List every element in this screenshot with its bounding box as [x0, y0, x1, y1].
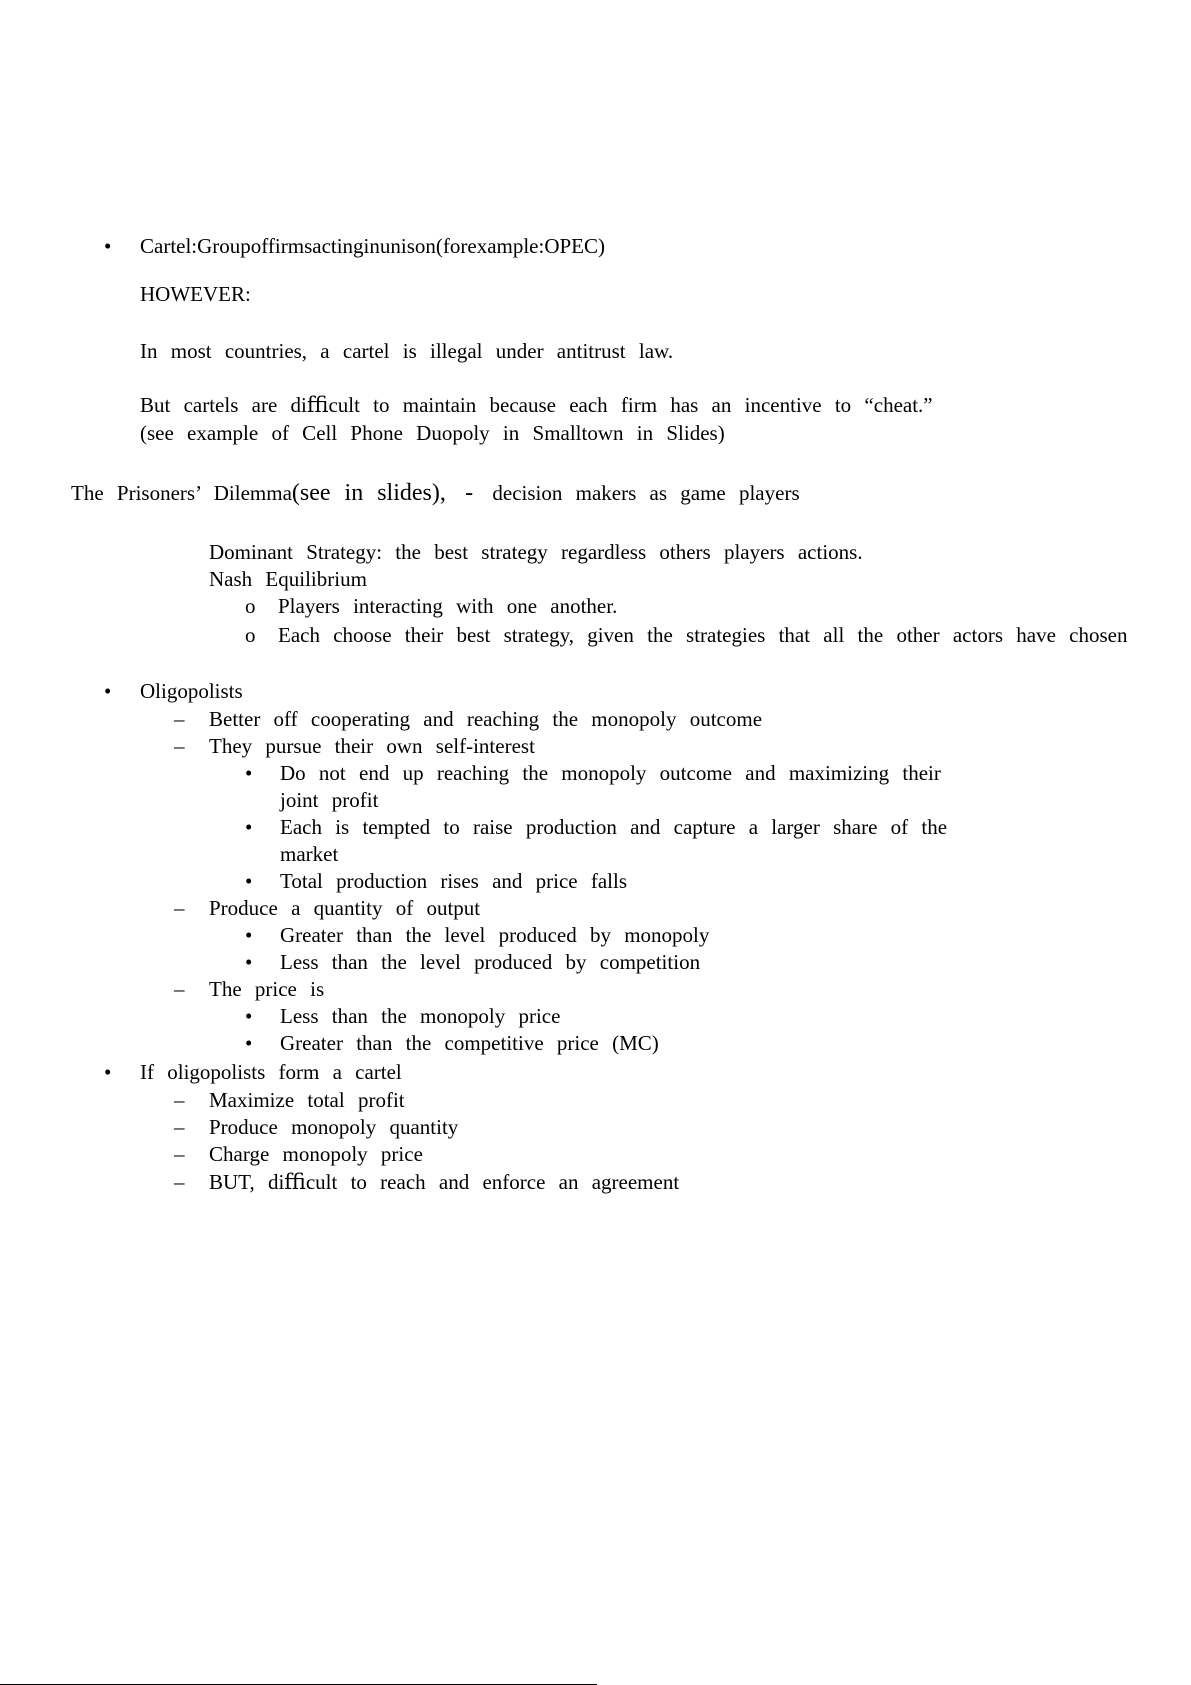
better-off-item: Better off cooperating and reaching the monopoly outcome — [209, 707, 763, 731]
nash-subitem-marker: o — [245, 623, 256, 647]
pd-lead: The Prisoners’ Dilemma — [71, 481, 292, 505]
dot-marker: • — [245, 815, 253, 839]
nash-subitem: Players interacting with one another. — [278, 594, 618, 618]
pd-see-slides: (see in slides), — [291, 480, 446, 506]
dash-marker: – — [174, 896, 185, 920]
cartel-form-point: BUT, diﬃcult to reach and enforce an agreement — [209, 1170, 680, 1194]
cartel-definition: Cartel:Groupoffirmsactinginunison(forexample:OPEC) — [140, 234, 606, 258]
price-point: Greater than the competitive price (MC) — [280, 1031, 659, 1055]
dash-marker: – — [174, 734, 185, 758]
cartel-form-point: Produce monopoly quantity — [209, 1115, 459, 1139]
bullet-cartel-form: • — [104, 1060, 112, 1084]
oligopolists-heading: Oligopolists — [140, 679, 243, 703]
produce-point: Greater than the level produced by monopoly — [280, 923, 710, 947]
nash-equilibrium-item: Nash Equilibrium — [209, 567, 367, 591]
pd-rest: decision makers as game players — [492, 481, 800, 505]
cartel-illegal-text: In most countries, a cartel is illegal under antitrust law. — [140, 339, 674, 363]
however-label: HOWEVER: — [140, 282, 251, 306]
cartel-form-point: Charge monopoly price — [209, 1142, 423, 1166]
dash-marker: – — [174, 1088, 185, 1112]
dot-marker: • — [245, 1004, 253, 1028]
price-point: Less than the monopoly price — [280, 1004, 561, 1028]
cartel-form-point: Maximize total profit — [209, 1088, 405, 1112]
dash-marker: – — [174, 707, 185, 731]
produce-point: Less than the level produced by competition — [280, 950, 701, 974]
self-interest-point: Do not end up reaching the monopoly outcome and maximizing their — [280, 761, 941, 785]
produce-item: Produce a quantity of output — [209, 896, 481, 920]
bullet-oligopolists: • — [104, 679, 112, 703]
dot-marker: • — [245, 950, 253, 974]
dot-marker: • — [245, 761, 253, 785]
price-item: The price is — [209, 977, 325, 1001]
pd-dash: - — [465, 480, 474, 506]
nash-subitem: Each choose their best strategy, given the strategies that all the other actors have chosen — [278, 623, 1128, 647]
bullet-cartel: • — [104, 234, 112, 258]
dot-marker: • — [245, 923, 253, 947]
dominant-strategy-item: Dominant Strategy: the best strategy regardless others players actions. — [209, 540, 863, 564]
dot-marker: • — [245, 1031, 253, 1055]
nash-subitem-marker: o — [245, 594, 256, 618]
self-interest-item: They pursue their own self-interest — [209, 734, 535, 758]
dash-marker: – — [174, 1115, 185, 1139]
self-interest-point: joint profit — [280, 788, 379, 812]
prisoners-dilemma-line — [71, 481, 800, 505]
dot-marker: • — [245, 869, 253, 893]
dash-marker: – — [174, 1142, 185, 1166]
self-interest-point: Total production rises and price falls — [280, 869, 628, 893]
self-interest-point: Each is tempted to raise production and capture a larger share of the — [280, 815, 948, 839]
cartel-form-heading: If oligopolists form a cartel — [140, 1060, 402, 1084]
dash-marker: – — [174, 977, 185, 1001]
cartel-difficult-text: But cartels are diﬃcult to maintain because each firm has an incentive to “cheat.” — [140, 393, 933, 417]
cartel-example-text: (see example of Cell Phone Duopoly in Smalltown in Slides) — [140, 421, 725, 445]
dash-marker: – — [174, 1170, 185, 1194]
self-interest-point: market — [280, 842, 339, 866]
